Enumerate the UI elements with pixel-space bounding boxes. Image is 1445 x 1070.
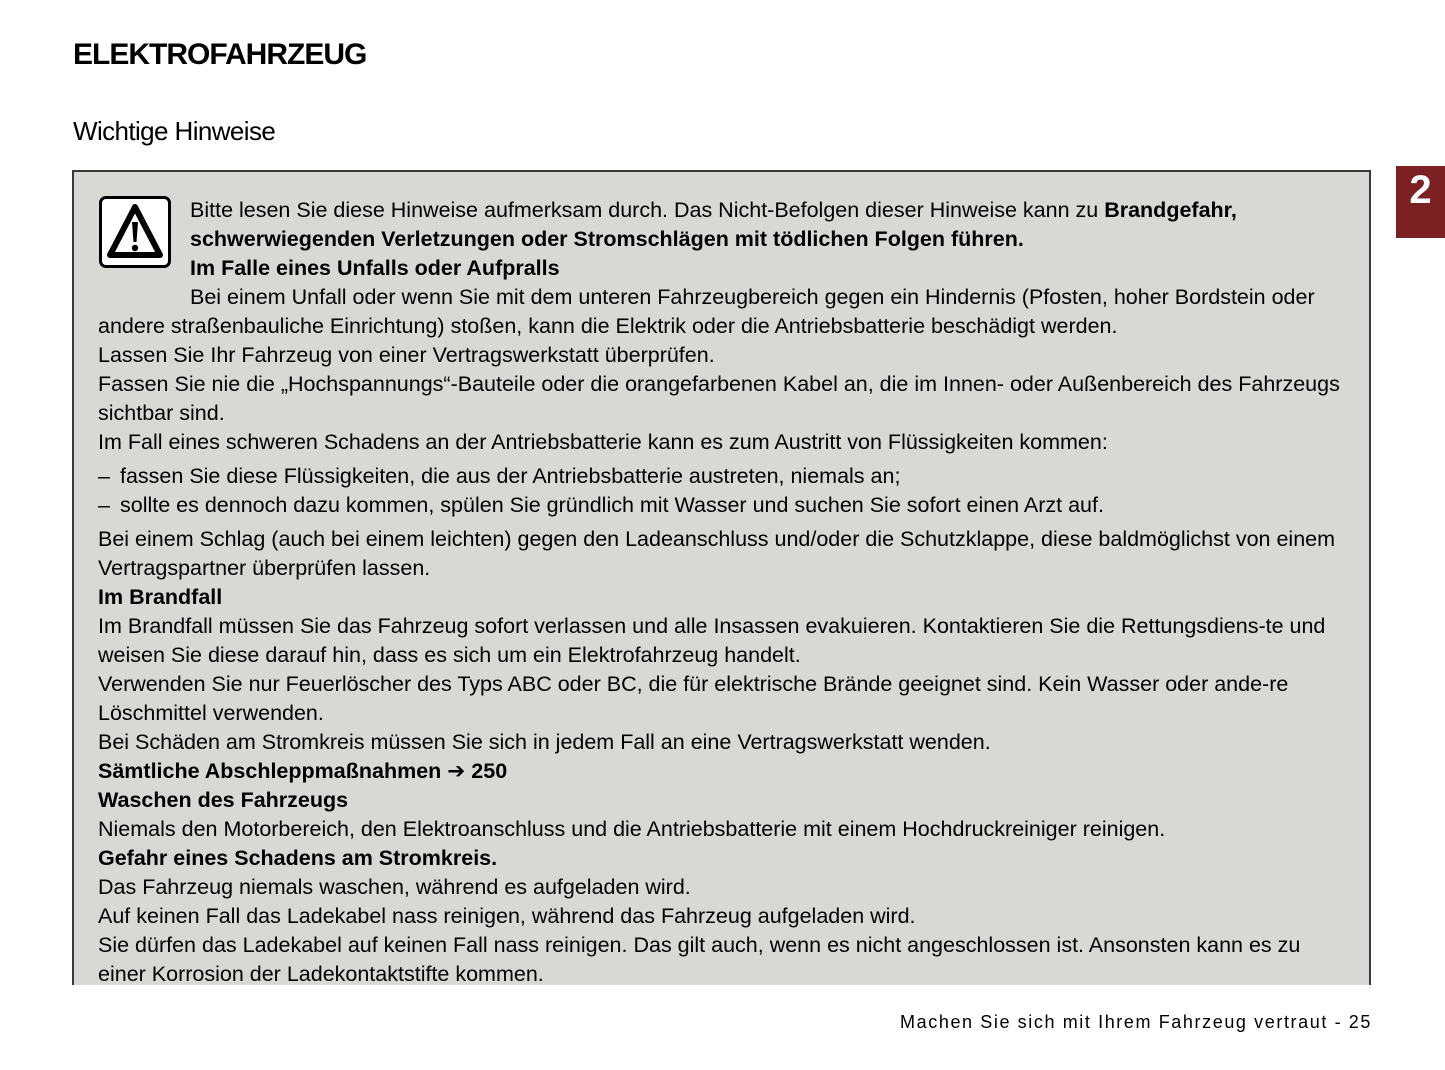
list-dash: –	[98, 464, 110, 488]
list-item-text: fassen Sie diese Flüssigkeiten, die aus der Antriebsbatterie austreten, niemals an;	[120, 464, 901, 488]
warning-box	[72, 170, 1371, 985]
fluid-list	[98, 462, 1354, 520]
intro-bold-text: Brandgefahr, schwerwiegenden Verletzungen oder Stromschlägen mit tödlichen Folgen führen.	[190, 198, 1237, 251]
list-dash: –	[98, 493, 110, 517]
arrow-icon: ➔	[447, 759, 466, 783]
damage-paragraph-2: Auf keinen Fall das Ladekabel nass reinigen, während das Fahrzeug aufgeladen wird.	[98, 904, 916, 928]
accident-paragraph-4: Im Fall eines schweren Schadens an der Antriebsbatterie kann es zum Austritt von Flüssigkeiten kommen:	[98, 430, 1108, 454]
towing-reference	[98, 757, 1354, 786]
list-item-text: sollte es dennoch dazu kommen, spülen Sie gründlich mit Wasser und suchen Sie sofort einen Arzt auf.	[120, 493, 1104, 517]
accident-paragraph-5: Bei einem Schlag (auch bei einem leichten) gegen den Ladeanschluss und/oder die Schutzklappe, diese baldmöglichst von einem Vertragspartner überprüfen lassen.	[98, 527, 1336, 580]
fire-heading: Im Brandfall	[98, 585, 223, 609]
fire-paragraph-3: Bei Schäden am Stromkreis müssen Sie sich in jedem Fall an eine Vertragswerkstatt wenden.	[98, 730, 991, 754]
chapter-number: 2	[1409, 168, 1432, 212]
fire-paragraph-2: Verwenden Sie nur Feuerlöscher des Typs ABC oder BC, die für elektrische Brände geeignet sind. Kein Wasser oder ande-re Löschmittel verwenden.	[98, 672, 1289, 725]
list-item	[98, 491, 1354, 520]
damage-heading: Gefahr eines Schadens am Stromkreis.	[98, 846, 498, 870]
damage-paragraph-1: Das Fahrzeug niemals waschen, während es aufgeladen wird.	[98, 875, 691, 899]
washing-heading: Waschen des Fahrzeugs	[98, 788, 349, 812]
list-item	[98, 462, 1354, 491]
accident-paragraph-2: Lassen Sie Ihr Fahrzeug von einer Vertragswerkstatt überprüfen.	[98, 343, 715, 367]
washing-paragraph-1: Niemals den Motorbereich, den Elektroanschluss und die Antriebsbatterie mit einem Hochdruckreiniger reinigen.	[98, 817, 1166, 841]
accident-paragraph-1: Bei einem Unfall oder wenn Sie mit dem unteren Fahrzeugbereich gegen ein Hindernis (Pfosten, hoher Bordstein oder andere straßenbauliche Einrichtung) stoßen, kann die Elektrik oder die Antriebsbatterie beschädigt werden.	[98, 285, 1315, 338]
intro-paragraph	[98, 196, 1354, 254]
page-footer: Machen Sie sich mit Ihrem Fahrzeug vertraut - 25	[900, 1012, 1372, 1032]
accident-heading: Im Falle eines Unfalls oder Aufpralls	[190, 256, 560, 280]
chapter-tab	[1396, 166, 1445, 238]
section-title: Wichtige Hinweise	[73, 116, 276, 146]
intro-text: Bitte lesen Sie diese Hinweise aufmerksam durch. Das Nicht-Befolgen dieser Hinweise kann zu	[190, 198, 1099, 222]
page-title: ELEKTROFAHRZEUG	[73, 38, 367, 71]
towing-page-link[interactable]: 250	[471, 759, 508, 783]
warning-content	[98, 196, 1354, 985]
damage-paragraph-3: Sie dürfen das Ladekabel auf keinen Fall nass reinigen. Das gilt auch, wenn es nicht angeschlossen ist. Ansonsten kann es zu einer Korrosion der Ladekontaktstifte kommen.	[98, 933, 1301, 985]
accident-paragraph-3: Fassen Sie nie die „Hochspannungs“-Bauteile oder die orangefarbenen Kabel an, die im Innen- oder Außenbereich des Fahrzeugs sichtbar sind.	[98, 372, 1340, 425]
fire-paragraph-1: Im Brandfall müssen Sie das Fahrzeug sofort verlassen und alle Insassen evakuieren. Kontaktieren Sie die Rettungsdiens-te und weisen Sie diese darauf hin, dass es sich um ein Elektrofahrzeug handelt.	[98, 614, 1326, 667]
towing-text: Sämtliche Abschleppmaßnahmen	[98, 759, 442, 783]
